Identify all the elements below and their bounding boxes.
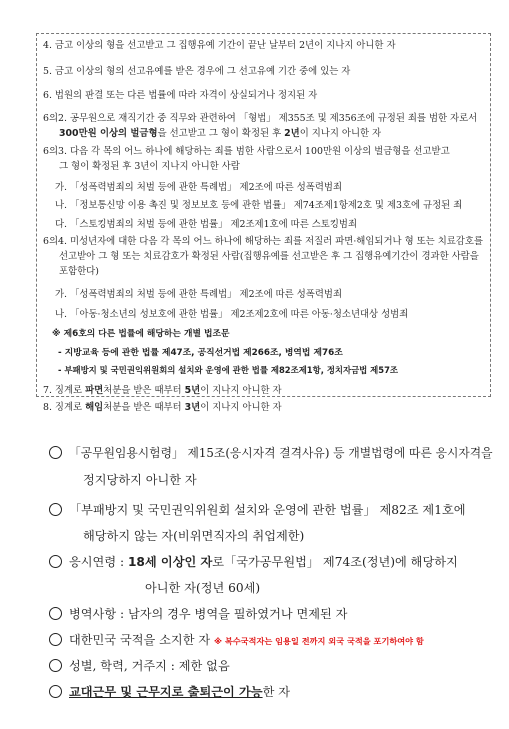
removal-text: 해임 [85,402,104,413]
two-years-text: 2년 [284,128,300,139]
circle-bullet-icon [49,633,62,646]
req-exam-rule-cont: 정지당하지 아니한 자 [83,473,197,487]
note-law-1: - 지방교육 등에 관한 법률 제47조, 공직선거법 제266조, 병역법 제76조 [58,348,343,358]
circle-bullet-icon [49,503,62,516]
disqualification-box [36,33,491,397]
shift-commute-text: 교대근무 및 근무지로 출퇴근이 가능 [69,685,263,699]
item-6-3-na: 나. 「정보통신망 이용 촉진 및 정보보호 등에 관한 법률」 제74조제1항제2호 및 제3호에 규정된 죄 [55,200,463,211]
age-18-text: 18세 이상인 자 [127,555,213,569]
item-6-4-cont2: 포함한다) [59,266,99,277]
dual-nationality-note: ※ 복수국적자는 임용일 전까지 외국 국적을 포기하여야 함 [214,636,424,646]
req-no-restriction: 성별, 학력, 거주지 : 제한 없음 [69,659,230,673]
item-6-4-ga: 가. 「성폭력범죄의 처벌 등에 관한 특례법」 제2조에 따른 성폭력범죄 [55,289,342,300]
circle-bullet-icon [49,607,62,620]
item-6-4: 6의4. 미성년자에 대한 다음 각 목의 어느 하나에 해당하는 죄를 저질러 파면·해임되거나 형 또는 치료감호를 [43,236,483,247]
circle-bullet-icon [49,446,62,459]
req-age-cont: 아니한 자(정년 60세) [145,581,261,595]
circle-bullet-icon [49,685,62,698]
item-6-3-cont: 그 형이 확정된 후 3년이 지나지 아니한 사람 [59,161,240,172]
circle-bullet-icon [49,659,62,672]
req-anticorruption: 「부패방지 및 국민권익위원회 설치와 운영에 관한 법률」 제82조 제1호에 [69,503,466,517]
item-6-3: 6의3. 다음 각 목의 어느 하나에 해당하는 죄를 범한 사람으로서 100만원 이상의 벌금형을 선고받고 [43,146,450,157]
three-years-text: 3년 [184,402,201,413]
item-4: 4. 금고 이상의 형을 선고받고 그 집행유예 기간이 끝난 날부터 2년이 지나지 아니한 자 [43,40,396,51]
item-6-2-cont: 300만원 이상의 벌금형을 선고받고 그 형이 확정된 후 2년이 지나지 아니한 자 [59,128,382,139]
item-6-4-na: 나. 「아동·청소년의 성보호에 관한 법률」 제2조제2호에 따른 아동·청소년대상 성범죄 [55,309,409,320]
item-7: 7. 징계로 파면처분을 받은 때부터 5년이 지나지 아니한 자 [43,385,282,396]
req-anticorruption-cont: 해당하지 않는 자(비위면직자의 취업제한) [83,529,305,543]
item-6-4-cont1: 선고받아 그 형 또는 치료감호가 확정된 사람(집행유예를 선고받은 후 그 집행유예기간이 경과한 사람을 [59,251,479,262]
req-commute: 교대근무 및 근무지로 출퇴근이 가능한 자 [69,685,290,699]
five-years-text: 5년 [184,385,201,396]
item-6: 6. 법원의 판결 또는 다른 법률에 따라 자격이 상실되거나 정지된 자 [43,90,318,101]
dismissal-text: 파면 [85,385,104,396]
req-age: 응시연령 : 18세 이상인 자로「국가공무원법」 제74조(정년)에 해당하지 [69,555,458,569]
item-6-2: 6의2. 공무원으로 재직기간 중 직무와 관련하여 「형법」 제355조 및 제356조에 규정된 죄를 범한 자로서 [43,113,478,124]
req-exam-rule: 「공무원임용시험령」 제15조(응시자격 결격사유) 등 개별법령에 따른 응시자격을 [69,446,493,460]
note-law-2: - 부패방지 및 국민권익위원회의 설치와 운영에 관한 법률 제82조제1항, 정치자금법 제57조 [58,365,399,375]
req-nationality: 대한민국 국적을 소지한 자 ※ 복수국적자는 임용일 전까지 외국 국적을 포기하여야 함 [69,633,424,647]
item-6-3-ga: 가. 「성폭력범죄의 처벌 등에 관한 특례법」 제2조에 따른 성폭력범죄 [55,182,342,193]
item-6-3-da: 다. 「스토킹범죄의 처벌 등에 관한 법률」 제2조제1호에 따른 스토킹범죄 [55,219,358,230]
fine-300-text: 300만원 이상의 벌금형 [59,128,158,139]
note-heading: ※ 제6호의 다른 법률에 해당하는 개별 법조문 [52,329,230,339]
circle-bullet-icon [49,555,62,568]
item-8: 8. 징계로 해임처분을 받은 때부터 3년이 지나지 아니한 자 [43,402,282,413]
item-5: 5. 금고 이상의 형의 선고유예를 받은 경우에 그 선고유예 기간 중에 있는 자 [43,66,351,77]
req-military: 병역사항 : 남자의 경우 병역을 필하였거나 면제된 자 [69,607,348,621]
